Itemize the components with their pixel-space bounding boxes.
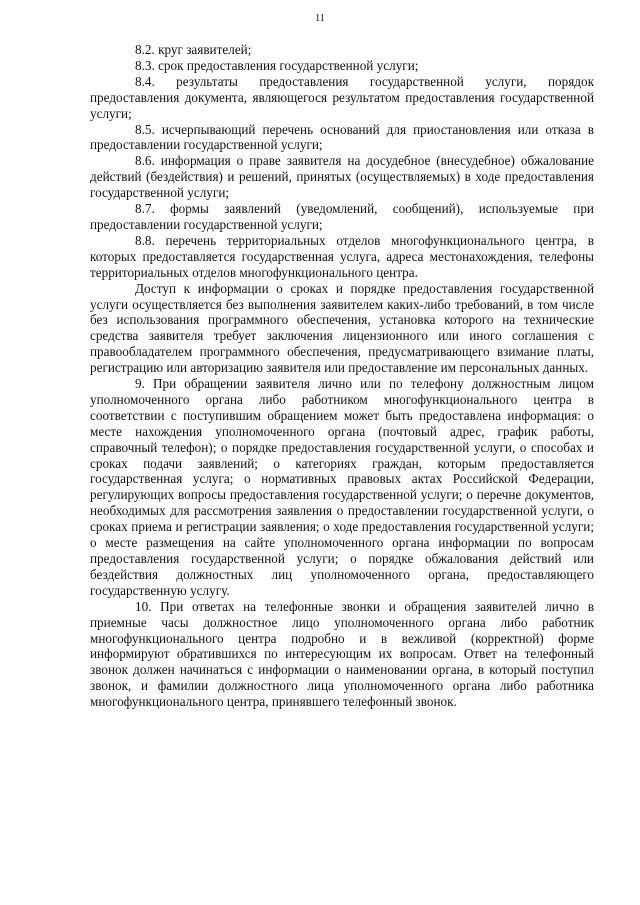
paragraph-8-6: 8.6. информация о праве заявителя на досудебное (внесудебное) обжалование действий (бездействия) и решений, принятых (осуществляемых) в ходе предоставления государственной услуги;	[90, 153, 594, 201]
paragraph-8-5: 8.5. исчерпывающий перечень оснований для приостановления или отказа в предоставлении государственной услуги;	[90, 121, 594, 153]
paragraph-8-8: 8.8. перечень территориальных отделов многофункционального центра, в которых предоставляется государственная услуга, адреса местонахождения, телефоны территориальных отделов многофункционального центра.	[90, 232, 594, 280]
paragraph-8-3: 8.3. срок предоставления государственной услуги;	[135, 57, 419, 73]
paragraph-access-info: Доступ к информации о сроках и порядке предоставления государственной услуги осуществляется без выполнения заявителем каких-либо требований, в том числе без использования программного обеспечения, установка которого на технические средства заявителя требует заключения лицензионного или иного соглашения с правообладателем программного обеспечения, предусматривающего взимание платы, регистрацию или авторизацию заявителя или предоставление им персональных данных.	[90, 280, 594, 376]
paragraph-9: 9. При обращении заявителя лично или по телефону должностным лицом уполномоченного органа либо работником многофункционального центра в соответствии с поступившим обращением может быть предоставлена информация: о месте нахождения уполномоченного органа (почтовый адрес, график работы, справочный телефон); о порядке предоставления государственной услуги, о способах и сроках подачи заявлений; о категориях граждан, которым предоставляется государственная услуга; о нормативных правовых актах Российской Федерации, регулирующих вопросы предоставления государственной услуги; о перечне документов, необходимых для рассмотрения заявления о предоставлении государственной услуги, о сроках приема и регистрации заявления; о ходе предоставления государственной услуги; о месте размещения на сайте уполномоченного органа информации по вопросам предоставления государственной услуги; о порядке обжалования действий или бездействия должностных лиц уполномоченного органа, предоставляющего государственную услугу.	[90, 376, 594, 598]
paragraph-8-4: 8.4. результаты предоставления государственной услуги, порядок предоставления документа, являющегося результатом предоставления государственной услуги;	[90, 73, 594, 121]
paragraph-8-7: 8.7. формы заявлений (уведомлений, сообщений), используемые при предоставлении государственной услуги;	[90, 201, 594, 232]
page-number: 11	[315, 13, 325, 24]
paragraph-8-2: 8.2. круг заявителей;	[135, 42, 252, 57]
document-body	[90, 42, 594, 710]
paragraph-10: 10. При ответах на телефонные звонки и обращения заявителей лично в приемные часы должностное лицо уполномоченного органа либо работник многофункционального центра подробно и в вежливой (корректной) форме информируют обратившихся по интересующим их вопросам. Ответ на телефонный звонок должен начинаться с информации о наименовании органа, в который поступил звонок, и фамилии должностного лица уполномоченного органа либо работника многофункционального центра, принявшего телефонный звонок.	[90, 598, 594, 710]
